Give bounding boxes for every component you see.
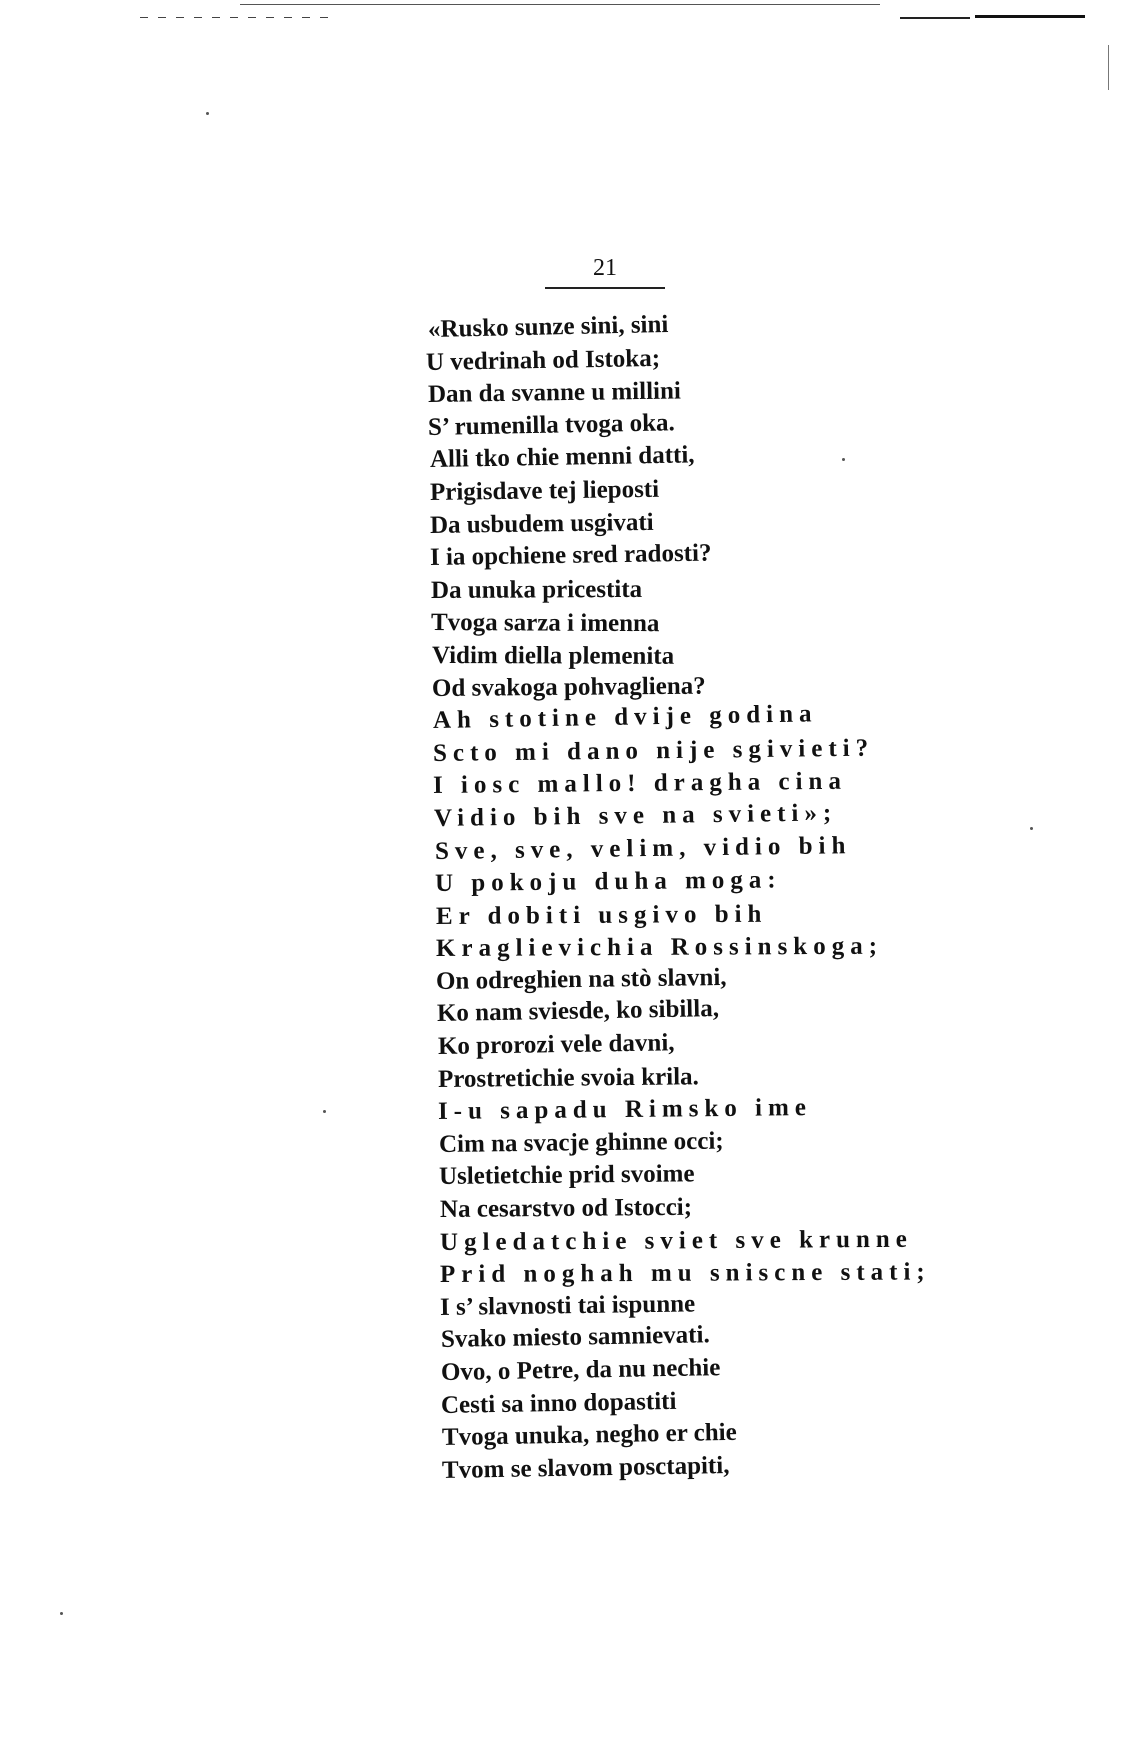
poem-line: Tvoga unuka, negho er chie (441, 1419, 737, 1452)
poem-line: Ko prorozi vele davni, (437, 1029, 675, 1061)
poem-line: Er dobiti usgivo bih (435, 900, 768, 930)
poem-line: Da usbudem usgivati (429, 508, 654, 539)
poem-line: I-u sapadu Rimsko ime (437, 1094, 813, 1126)
scan-edge-dashes (140, 17, 330, 18)
scan-speck (60, 1612, 63, 1615)
poem-line: I iosc mallo! dragha cina (432, 767, 848, 800)
poem-line: Prostretichie svoia krila. (437, 1062, 699, 1093)
poem-line: Cim na svacje ghinne occi; (438, 1127, 724, 1158)
scan-edge-line (240, 4, 880, 5)
poem-line: Cesti sa inno dopastiti (440, 1387, 677, 1419)
poem-line: Vidim diella plemenita (431, 641, 675, 670)
poem-line: Prid noghah mu sniscne stati; (439, 1258, 931, 1289)
poem-line: Ugledatchie sviet sve krunne (439, 1225, 913, 1256)
poem-line: Prigisdave tej lieposti (429, 475, 660, 506)
poem-line: Dan da svanne u millini (427, 377, 682, 409)
page-number: 21 (593, 255, 617, 281)
scan-edge-mark (975, 15, 1085, 18)
poem-line: Svako miesto samnievati. (440, 1321, 710, 1354)
poem-line: Usletietchie prid svoime (438, 1160, 695, 1191)
poem-line: U vedrinah od Istoka; (425, 344, 661, 376)
poem-line: Ovo, o Petre, da nu nechie (440, 1354, 721, 1386)
poem-line: Kraglievichia Rossinskoga; (435, 932, 884, 963)
page-number-rule (545, 287, 665, 289)
poem-line: Od svakoga pohvagliena? (431, 672, 706, 702)
poem-line: Da unuka pricestita (430, 575, 643, 604)
poem-line: S’ rumenilla tvoga oka. (427, 409, 675, 441)
poem-line: Tvom se slavom posctapiti, (441, 1451, 730, 1484)
poem-line: Na cesarstvo od Istocci; (439, 1193, 693, 1224)
scan-margin-line (1108, 45, 1109, 90)
poem-line: «Rusko sunze sini, sini (427, 310, 669, 343)
poem-line: Sve, sve, velim, vidio bih (434, 831, 852, 865)
poem-line: Tvoga sarza i imenna (430, 609, 660, 638)
poem-line: Scto mi dano nije sgivieti? (432, 734, 875, 767)
poem-line: On odreghien na stò slavni, (435, 963, 727, 995)
scan-speck (323, 1110, 326, 1113)
poem-line: U pokoju duha moga: (434, 866, 782, 898)
poem-line: I ia opchiene sred radosti? (429, 539, 712, 572)
scan-edge-mark (900, 17, 970, 19)
scan-speck (206, 112, 209, 115)
poem-text (425, 310, 931, 1487)
poem-line: Alli tko chie menni datti, (429, 441, 695, 474)
scan-speck (1030, 827, 1033, 830)
poem-line: Ah stotine dvije godina (432, 700, 818, 735)
poem-line: Vidio bih sve na svieti»; (433, 799, 838, 832)
poem-line: I s’ slavnosti tai ispunne (439, 1290, 696, 1321)
poem-line: Ko nam sviesde, ko sibilla, (436, 995, 720, 1028)
